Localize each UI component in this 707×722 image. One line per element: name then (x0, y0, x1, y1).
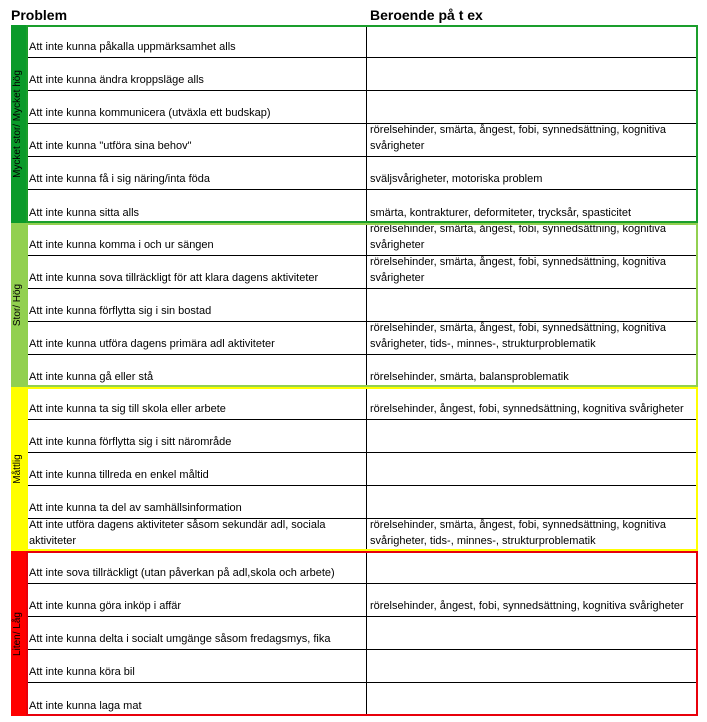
problem-cell: Att inte kunna ändra kroppsläge alls (29, 74, 204, 86)
section-4 (11, 551, 698, 716)
dependency-cell: rörelsehinder, smärta, balansproblematik (370, 371, 569, 383)
dependency-cell: rörelsehinder, smärta, ångest, fobi, synnedsättning, kognitiva svårigheter (370, 223, 666, 251)
dependency-cell: rörelsehinder, smärta, ångest, fobi, synnedsättning, kognitiva svårigheter, tids-, minnes-, strukturproblematik (370, 322, 666, 350)
problem-cell: Att inte sova tillräckligt (utan påverkan på adl,skola och arbete) (29, 567, 335, 579)
priority-label: Stor/ Hög (12, 283, 23, 327)
table-row (26, 584, 698, 617)
problem-cell: Att inte kunna få i sig näring/inta föda (29, 173, 211, 185)
dependency-cell: smärta, kontrakturer, deformiteter, trycksår, spasticitet (370, 207, 632, 219)
table-row (26, 124, 698, 157)
section-rows (26, 387, 698, 551)
problem-cell: Att inte kunna sova tillräckligt för att klara dagens aktiviteter (29, 272, 319, 284)
table-row (26, 650, 698, 683)
problem-cell: Att inte kunna gå eller stå (29, 371, 154, 383)
problem-cell: Att inte kunna komma i och ur sängen (29, 239, 214, 251)
column-divider (366, 25, 367, 223)
section-rows (26, 551, 698, 716)
problem-cell: Att inte kunna "utföra sina behov" (29, 140, 192, 152)
table-row (26, 289, 698, 322)
dependency-cell: rörelsehinder, smärta, ångest, fobi, synnedsättning, kognitiva svårigheter (370, 124, 666, 152)
table-row (26, 420, 698, 453)
problem-cell: Att inte kunna påkalla uppmärksamhet alls (29, 41, 236, 53)
dependency-cell: rörelsehinder, ångest, fobi, synnedsättning, kognitiva svårigheter (370, 600, 684, 612)
dependency-cell: rörelsehinder, smärta, ångest, fobi, synnedsättning, kognitiva svårigheter, tids-, minnes-, strukturproblematik (370, 519, 666, 547)
problem-cell: Att inte utföra dagens aktiviteter såsom sekundär adl, sociala aktiviteter (29, 519, 326, 547)
table-row (26, 355, 698, 387)
table-row (26, 683, 698, 716)
section-2 (11, 223, 698, 387)
problem-cell: Att inte kunna förflytta sig i sitt närområde (29, 436, 232, 448)
table-row (26, 256, 698, 289)
section-1 (11, 25, 698, 223)
table-row (26, 157, 698, 190)
problem-cell: Att inte kunna delta i socialt umgänge såsom fredagsmys, fika (29, 633, 331, 645)
table-row (26, 617, 698, 650)
dependency-cell: rörelsehinder, smärta, ångest, fobi, synnedsättning, kognitiva svårigheter (370, 256, 666, 284)
table-row (26, 25, 698, 58)
table-row (26, 551, 698, 584)
column-divider (366, 551, 367, 716)
priority-label: Liten/ Låg (12, 611, 23, 656)
table-row (26, 486, 698, 519)
table-row (26, 322, 698, 355)
problem-cell: Att inte kunna ta del av samhällsinformation (29, 502, 242, 514)
section-rows (26, 223, 698, 387)
problem-cell: Att inte kunna laga mat (29, 700, 142, 712)
column-divider (366, 387, 367, 551)
problem-cell: Att inte kunna köra bil (29, 666, 135, 678)
problem-cell: Att inte kunna ta sig till skola eller arbete (29, 403, 226, 415)
table-row (26, 453, 698, 486)
priority-label: Måttlig (12, 454, 23, 484)
dependency-cell: sväljsvårigheter, motoriska problem (370, 173, 543, 185)
problem-cell: Att inte kunna tillreda en enkel måltid (29, 469, 209, 481)
section-3 (11, 387, 698, 551)
problem-cell: Att inte kunna förflytta sig i sin bostad (29, 305, 212, 317)
problem-cell: Att inte kunna sitta alls (29, 207, 140, 219)
priority-band (11, 25, 26, 223)
priority-band (11, 387, 26, 551)
table-row (26, 190, 698, 223)
table-row (26, 519, 698, 551)
problem-cell: Att inte kunna utföra dagens primära adl aktiviteter (29, 338, 275, 350)
column-divider (366, 223, 367, 387)
table-row (26, 387, 698, 420)
priority-label: Mycket stor/ Mycket hög (12, 70, 23, 178)
header-dependent-on: Beroende på t ex (370, 7, 483, 23)
header-problem: Problem (11, 7, 68, 23)
table-row (26, 91, 698, 124)
table-row (26, 58, 698, 91)
priority-band (11, 551, 26, 716)
section-rows (26, 25, 698, 223)
problem-cell: Att inte kunna kommunicera (utväxla ett budskap) (29, 107, 271, 119)
priority-band (11, 223, 26, 387)
dependency-cell: rörelsehinder, ångest, fobi, synnedsättning, kognitiva svårigheter (370, 403, 684, 415)
problem-cell: Att inte kunna göra inköp i affär (29, 600, 182, 612)
table-row (26, 223, 698, 256)
